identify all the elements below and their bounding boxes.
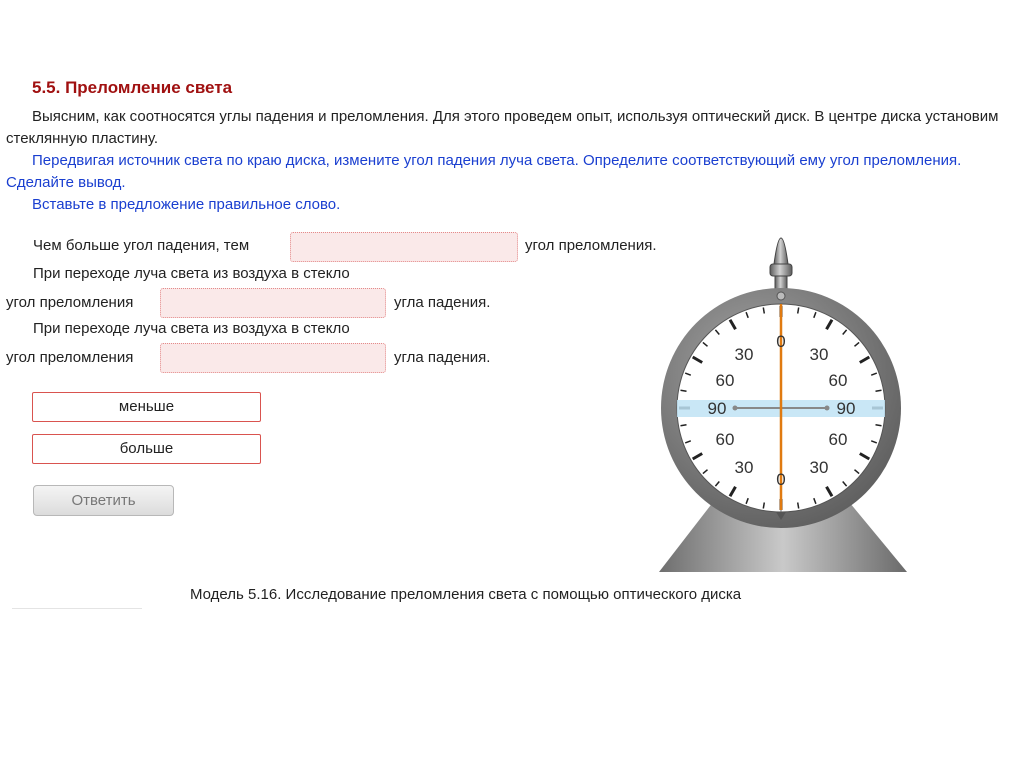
intro-paragraph: Выясним, как соотносятся углы падения и преломления. Для этого проведем опыт, используя оптический диск. В центре диска установим стеклянную пластину. — [6, 108, 999, 147]
option-tile-less[interactable]: меньше — [32, 392, 261, 422]
sentence1-prefix: Чем больше угол падения, тем — [33, 237, 250, 254]
scale-label-lower-right-60: 60 — [828, 430, 848, 449]
sentence2-line1: При переходе луча света из воздуха в стекло — [33, 265, 350, 282]
answer-slot-2[interactable] — [160, 288, 386, 318]
scale-tick — [681, 425, 687, 426]
option-tile-more[interactable]: больше — [32, 434, 261, 464]
sentence2-suffix: угла падения. — [394, 294, 491, 311]
figure-caption: Модель 5.16. Исследование преломления света с помощью оптического диска — [190, 586, 742, 603]
scale-label-upper-right-60: 60 — [828, 371, 848, 390]
sentence1-suffix: угол преломления. — [525, 237, 657, 254]
scale-label-lower-left-60: 60 — [715, 430, 735, 449]
answer-button[interactable]: Ответить — [33, 485, 174, 516]
scale-label-upper-left-30: 30 — [734, 345, 754, 364]
sentence3-suffix: угла падения. — [394, 349, 491, 366]
scale-label-bottom-0: 0 — [776, 470, 786, 489]
sentence3-line1: При переходе луча света из воздуха в стекло — [33, 320, 350, 337]
answer-slot-3[interactable] — [160, 343, 386, 373]
scale-label-left-90: 90 — [707, 399, 727, 418]
scale-tick — [798, 503, 799, 509]
scale-tick — [681, 390, 687, 391]
light-source-handle[interactable] — [777, 292, 785, 300]
scale-label-lower-right-30: 30 — [809, 458, 829, 477]
divider — [12, 608, 142, 609]
scale-label-right-90: 90 — [836, 399, 856, 418]
fill-instruction: Вставьте в предложение правильное слово. — [32, 196, 341, 213]
scale-tick — [763, 503, 764, 509]
sentence2-prefix: угол преломления — [6, 294, 134, 311]
answer-slot-1[interactable] — [290, 232, 518, 262]
top-knob[interactable] — [770, 238, 792, 290]
section-title: 5.5. Преломление света — [32, 78, 233, 97]
scale-label-upper-left-60: 60 — [715, 371, 735, 390]
sentence3-prefix: угол преломления — [6, 349, 134, 366]
scale-label-upper-right-30: 30 — [809, 345, 829, 364]
scale-label-lower-left-30: 30 — [734, 458, 754, 477]
task-instruction: Передвигая источник света по краю диска, измените угол падения луча света. Определите соответствующий ему угол преломления. Сделайте вывод. — [6, 152, 962, 191]
scale-tick — [798, 308, 799, 314]
optical-disk-model — [655, 212, 910, 578]
scale-tick — [876, 390, 882, 391]
scale-tick — [763, 308, 764, 314]
scale-tick — [876, 425, 882, 426]
scale-label-top-0: 0 — [776, 332, 786, 351]
